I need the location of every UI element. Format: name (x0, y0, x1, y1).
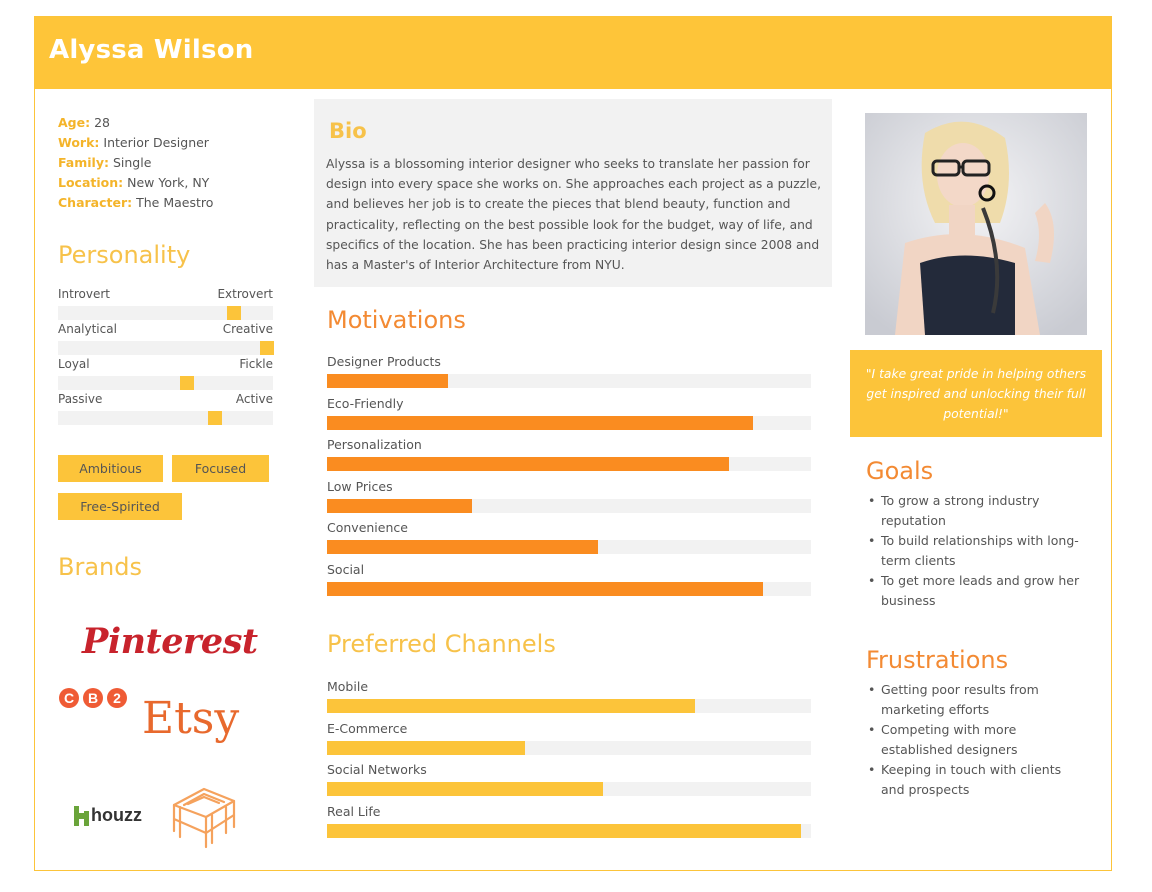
furniture-brand-icon (166, 783, 238, 853)
bio-panel (314, 99, 832, 287)
brand-logos (58, 613, 273, 843)
trait-left-label: Analytical (58, 322, 117, 336)
goal-item: • To get more leads and grow her business (866, 571, 1088, 611)
persona-name: Alyssa Wilson (49, 35, 254, 65)
bar-label: E-Commerce (327, 720, 408, 736)
persona-card (34, 16, 1112, 871)
bar-track (327, 582, 811, 596)
frustrations-list (866, 680, 1088, 800)
trait-left-label: Introvert (58, 287, 110, 301)
trait-right-label: Active (235, 392, 273, 406)
motivations-title: Motivations (327, 306, 466, 334)
houzz-logo: houzz (91, 805, 142, 825)
bar-fill (327, 540, 598, 554)
info-character: Character: The Maestro (58, 195, 214, 210)
bar-label: Designer Products (327, 354, 441, 369)
trait-right-label: Creative (222, 322, 273, 336)
info-list (58, 113, 273, 213)
trait-marker (208, 411, 222, 425)
bar-label: Mobile (327, 679, 369, 694)
trait-row (58, 357, 273, 392)
left-column (58, 113, 273, 825)
brands-title: Brands (58, 553, 142, 581)
bar-fill (327, 457, 729, 471)
bar-label: Real Life (327, 803, 381, 819)
trait-track (58, 411, 273, 425)
bar-label: Convenience (327, 520, 408, 536)
persona-photo (865, 113, 1087, 335)
trait-left-label: Passive (58, 392, 103, 406)
goals-list (866, 491, 1088, 611)
bar-fill (327, 499, 472, 513)
cb2-logo (58, 686, 130, 710)
channels-title: Preferred Channels (327, 630, 556, 658)
info-location: Location: New York, NY (58, 175, 210, 190)
trait-row (58, 287, 273, 322)
bar-track (327, 499, 811, 513)
frustrations-title: Frustrations (866, 646, 1009, 674)
personality-title: Personality (58, 241, 191, 269)
bar-label: Social Networks (327, 762, 427, 777)
tag-ambitious: Ambitious (58, 455, 163, 482)
bio-title: Bio (329, 119, 367, 143)
trait-row (58, 392, 273, 427)
bar-fill (327, 741, 525, 755)
persona-portrait-image (865, 113, 1087, 335)
bar-track (327, 741, 811, 755)
frustration-item: • Getting poor results from marketing efforts (866, 680, 1088, 720)
bar-track (327, 824, 811, 838)
goal-item: • To build relationships with long-term clients (866, 531, 1088, 571)
bio-text: Alyssa is a blossoming interior designer who seeks to translate her passion for design into every space she works on. She approaches each project as a puzzle, and believes her job is to create the pieces that blend beauty, function and practicality, reflecting on the best possible look for the budget, way of life, and specifics of the location. She has been practicing interior design since 2008 and has a Master's of Interior Architecture from NYU. (326, 157, 822, 273)
bar-fill (327, 782, 603, 796)
trait-left-label: Loyal (58, 357, 90, 371)
info-age: Age: 28 (58, 115, 110, 130)
persona-quote (850, 350, 1102, 437)
trait-marker (227, 306, 241, 320)
trait-right-label: Extrovert (217, 287, 273, 301)
bar-track (327, 374, 811, 388)
motivations-bars (327, 354, 811, 604)
personality-sliders (58, 287, 273, 427)
bar-label: Personalization (327, 437, 422, 453)
info-work: Work: Interior Designer (58, 135, 209, 150)
frustration-item: • Competing with more established designers (866, 720, 1088, 760)
trait-track (58, 341, 273, 355)
channels-bars (327, 679, 811, 849)
trait-track (58, 376, 273, 390)
trait-right-label: Fickle (239, 357, 273, 371)
quote-text: "I take great pride in helping others get inspired and unlocking their full potential!" (865, 366, 1087, 421)
trait-marker (260, 341, 274, 355)
bar-track (327, 416, 811, 430)
etsy-logo: Etsy (142, 693, 240, 744)
trait-row (58, 322, 273, 357)
bar-fill (327, 582, 763, 596)
bar-fill (327, 824, 801, 838)
pinterest-logo: Pinterest (82, 621, 258, 662)
svg-text:2: 2 (113, 690, 121, 706)
bar-track (327, 457, 811, 471)
bar-label: Social (327, 562, 365, 577)
frustration-item: • Keeping in touch with clients and prospects (866, 760, 1088, 800)
bar-track (327, 782, 811, 796)
goal-item: • To grow a strong industry reputation (866, 491, 1088, 531)
trait-marker (180, 376, 194, 390)
bar-fill (327, 416, 753, 430)
bar-label: Eco-Friendly (327, 395, 404, 411)
info-family: Family: Single (58, 155, 152, 170)
bar-track (327, 699, 811, 713)
svg-text:B: B (87, 690, 99, 706)
goals-title: Goals (866, 457, 934, 485)
bar-track (327, 540, 811, 554)
bar-label: Low Prices (327, 478, 393, 494)
tag-free-spirited: Free-Spirited (58, 493, 182, 520)
bar-fill (327, 699, 695, 713)
persona-header (35, 17, 1111, 89)
svg-text:C: C (63, 690, 75, 706)
bar-fill (327, 374, 448, 388)
tag-focused: Focused (172, 455, 269, 482)
houzz-icon (72, 805, 92, 827)
trait-track (58, 306, 273, 320)
